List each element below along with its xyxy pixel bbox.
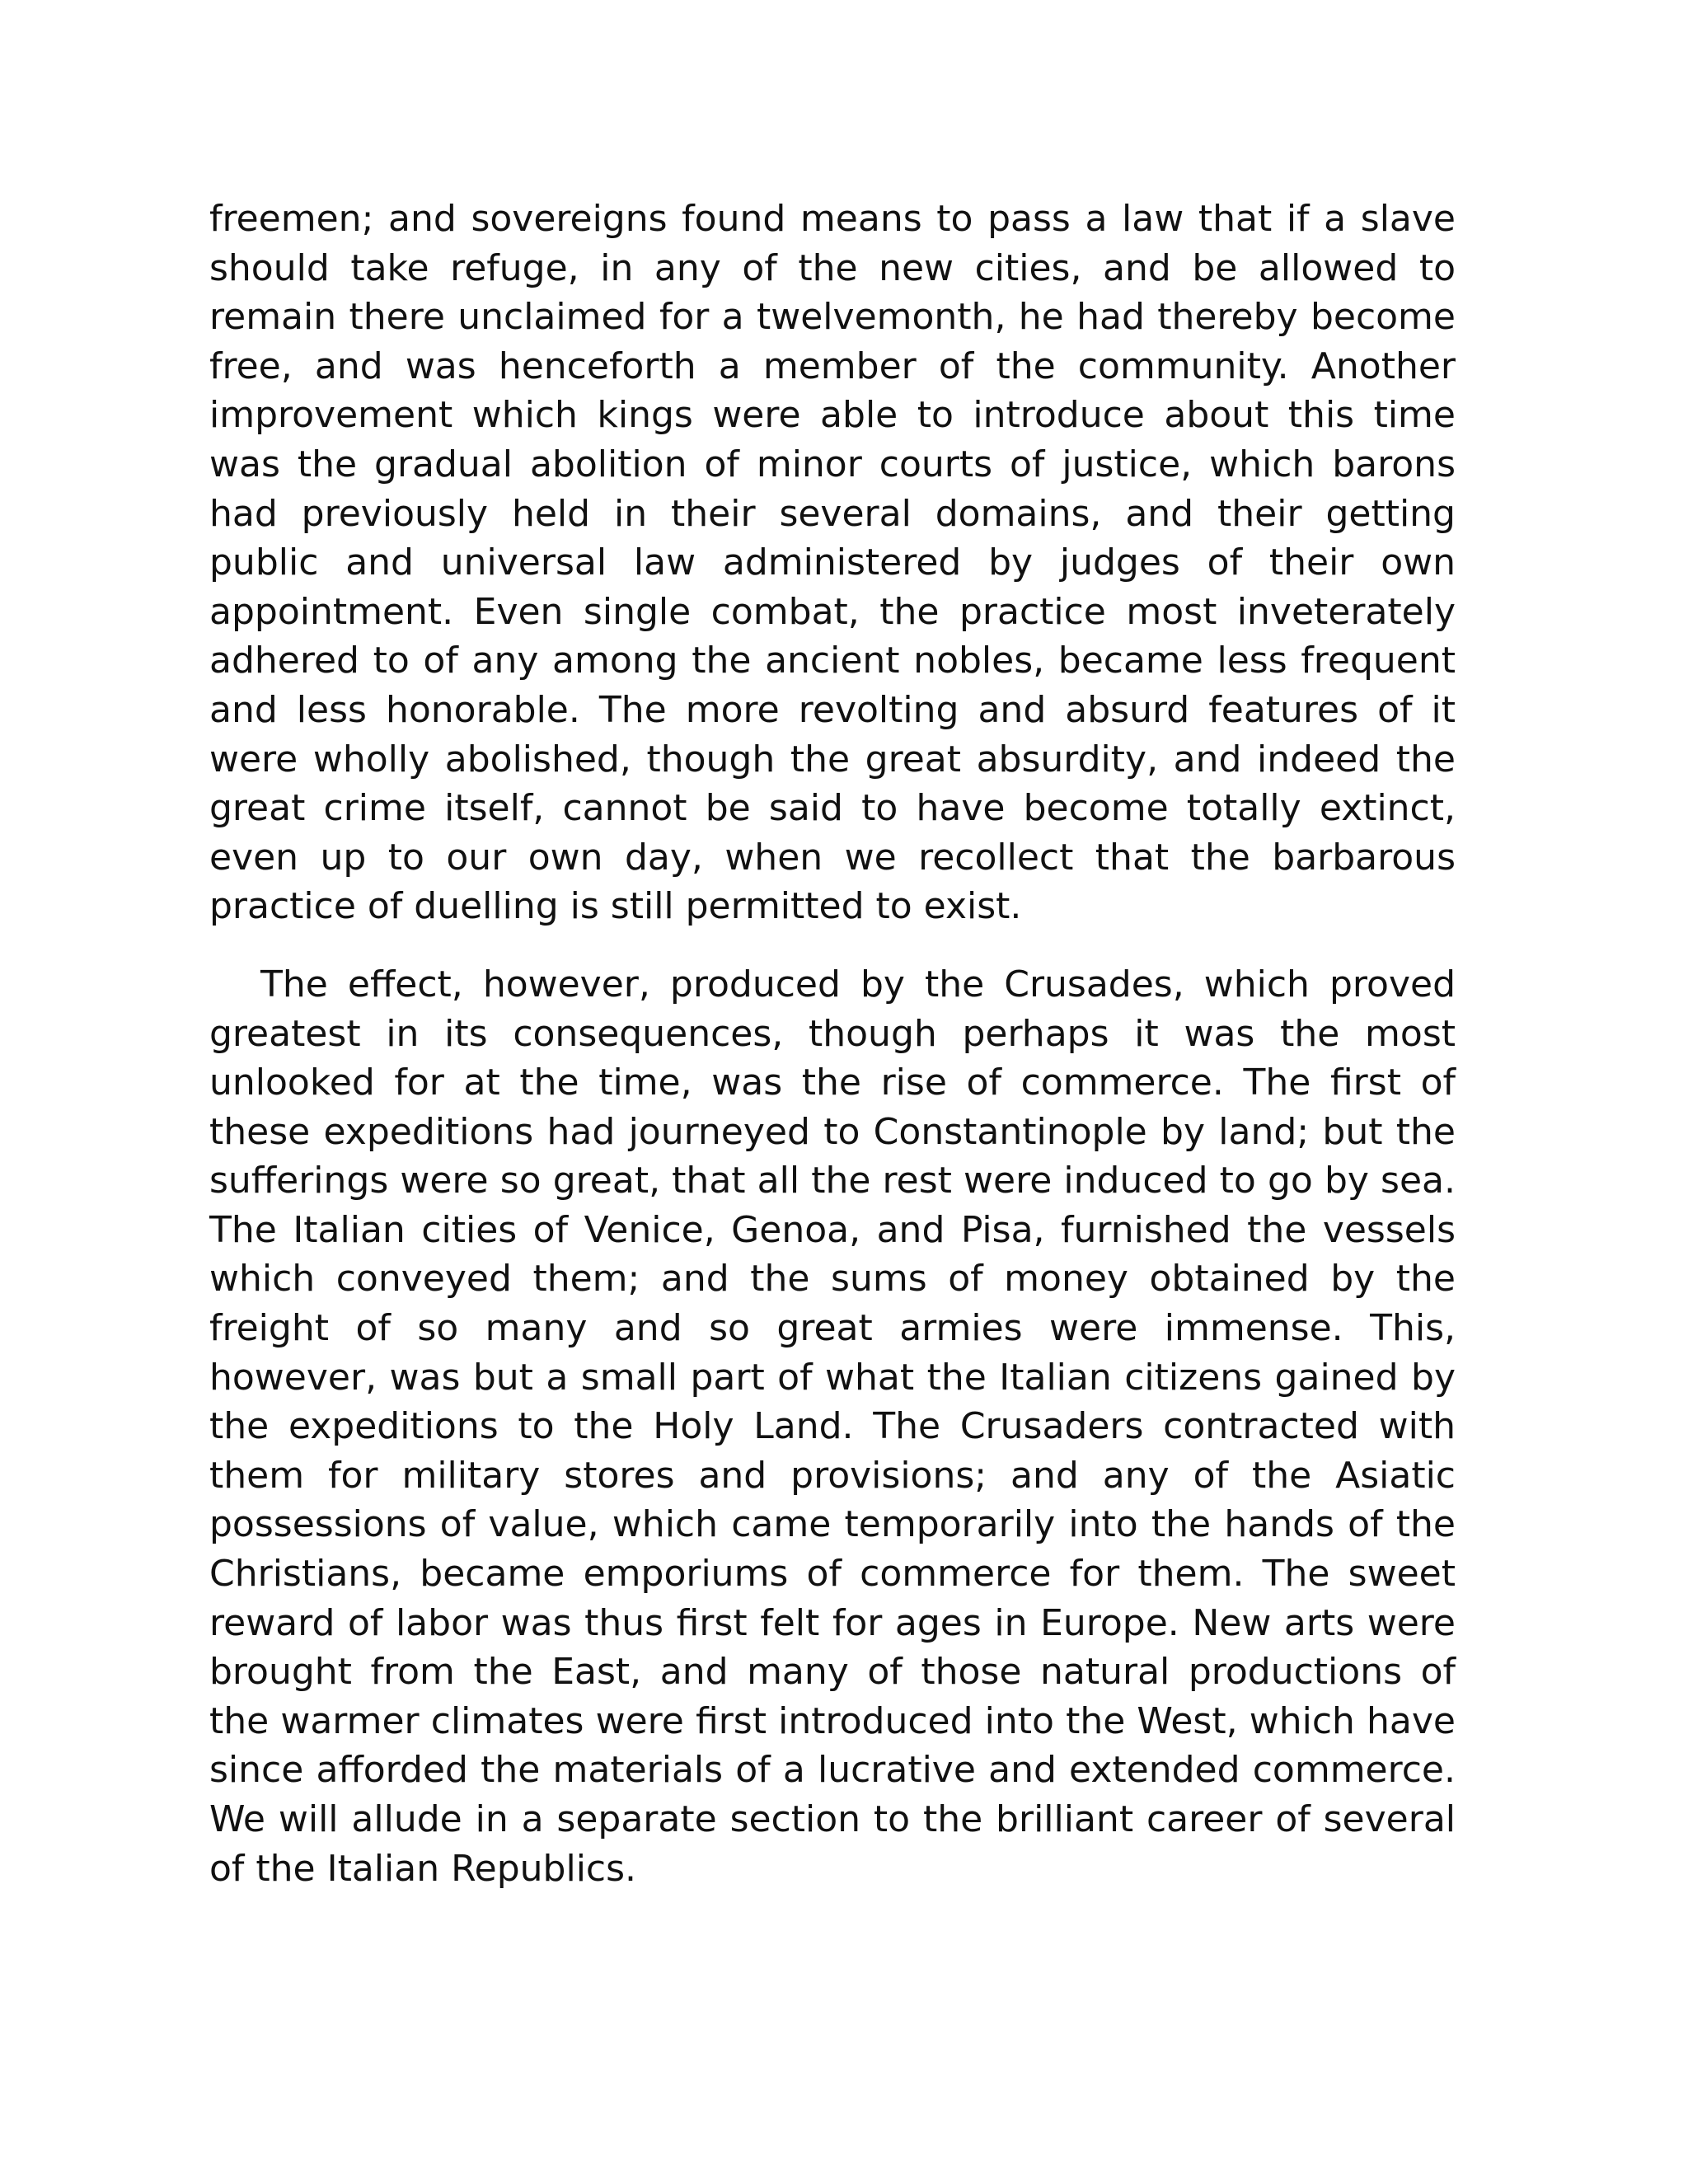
paragraph-1: freemen; and sovereigns found means to pass a law that if a slave should take refuge, in any of the new cities, and be allowed to remain there unclaimed for a twelvemonth, he had thereby become free, and was henceforth a member of the community. Another improvement which kings were able to introduce about this time was the gradual abolition of minor courts of justice, which barons had previously held in their several domains, and their getting public and universal law administered by judges of their own appointment. Even single combat, the practice most inveterately adhered to of any among the ancient nobles, became less frequent and less honorable. The more revolting and absurd features of it were wholly abolished, though the great absurdity, and indeed the great crime itself, cannot be said to have become totally extinct, even up to our own day, when we recollect that the barbarous practice of duelling is still permitted to exist. bbox=[209, 198, 1456, 928]
body-text bbox=[209, 194, 1456, 1893]
paragraph-2: The effect, however, produced by the Crusades, which proved greatest in its consequences, though perhaps it was the most unlooked for at the time, was the rise of commerce. The first of these expeditions had journeyed to Constantinople by land; but the sufferings were so great, that all the rest were induced to go by sea. The Italian cities of Venice, Genoa, and Pisa, furnished the vessels which conveyed them; and the sums of money obtained by the freight of so many and so great armies were immense. This, however, was but a small part of what the Italian citizens gained by the expeditions to the Holy Land. The Crusaders contracted with them for military stores and provisions; and any of the Asiatic possessions of value, which came temporarily into the hands of the Christians, became emporiums of commerce for them. The sweet reward of labor was thus first felt for ages in Europe. New arts were brought from the East, and many of those natural productions of the warmer climates were first introduced into the West, which have since afforded the materials of a lucrative and extended commerce. We will allude in a separate section to the brilliant career of several of the Italian Republics. bbox=[209, 963, 1456, 1890]
